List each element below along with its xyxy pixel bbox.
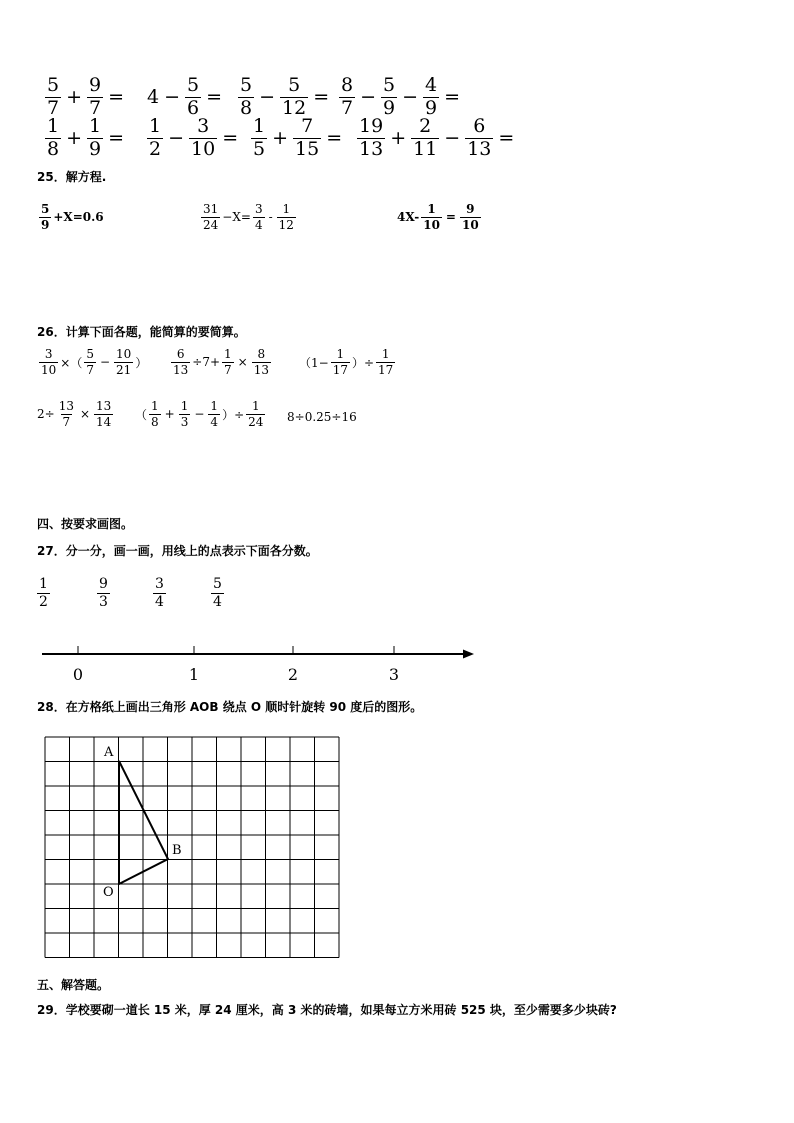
math-operator: × xyxy=(237,355,248,370)
math-operator: = xyxy=(222,127,239,150)
numerator: 1 xyxy=(253,115,266,137)
denominator: 9 xyxy=(425,96,438,119)
denominator: 4 xyxy=(155,593,164,610)
fraction xyxy=(39,348,58,376)
oral-expr xyxy=(146,76,226,119)
fraction xyxy=(189,117,217,160)
math-operator: + xyxy=(272,127,289,150)
denominator: 17 xyxy=(332,362,348,377)
fraction xyxy=(465,117,493,160)
denominator: 14 xyxy=(96,414,112,429)
numerator: 6 xyxy=(473,115,486,137)
math-operator: （1− xyxy=(299,355,329,370)
fraction xyxy=(421,203,442,231)
math-operator: − xyxy=(259,86,276,109)
math-operator: − xyxy=(164,86,181,109)
denominator: 9 xyxy=(41,217,50,232)
numerator: 1 xyxy=(151,399,159,413)
numerator: 9 xyxy=(99,576,108,592)
numerator: 31 xyxy=(203,202,219,216)
numerator: 3 xyxy=(254,202,263,216)
math-operator: = xyxy=(108,127,125,150)
denominator: 21 xyxy=(116,362,132,377)
math-operator: + xyxy=(390,127,407,150)
numerator: 13 xyxy=(58,399,74,413)
numerator: 5 xyxy=(47,74,60,96)
fraction xyxy=(147,117,163,160)
fraction xyxy=(201,203,220,231)
equation xyxy=(396,203,482,231)
number-line xyxy=(38,640,478,684)
fraction xyxy=(381,76,397,119)
denominator: 15 xyxy=(295,137,320,160)
math-operator: ） xyxy=(135,355,148,370)
denominator: 8 xyxy=(47,137,60,160)
denominator: 7 xyxy=(89,96,102,119)
numerator: 9 xyxy=(466,202,475,216)
math-operator: = xyxy=(313,86,330,109)
math-operator: - xyxy=(268,210,273,225)
fraction xyxy=(45,76,61,119)
fraction xyxy=(251,117,267,160)
math-operator: ÷7+ xyxy=(192,355,221,370)
fraction xyxy=(423,76,439,119)
numerator: 3 xyxy=(197,115,210,137)
oral-expr xyxy=(250,117,346,160)
numerator: 1 xyxy=(210,399,219,413)
denominator: 2 xyxy=(39,593,48,610)
numerator: 1 xyxy=(282,202,291,216)
numerator: 1 xyxy=(224,347,232,361)
numerator: 1 xyxy=(39,576,48,592)
fraction xyxy=(293,117,321,160)
fraction xyxy=(252,348,271,376)
fraction xyxy=(211,577,224,609)
math-operator: = xyxy=(206,86,223,109)
calc-expr xyxy=(170,348,272,376)
number-line-label: 3 xyxy=(388,665,400,684)
fraction xyxy=(114,348,133,376)
numerator: 8 xyxy=(257,347,266,361)
denominator: 7 xyxy=(62,414,71,429)
denominator: 12 xyxy=(282,96,307,119)
fraction xyxy=(94,400,113,428)
fraction xyxy=(97,577,110,609)
point-label-a: A xyxy=(104,745,114,760)
fraction xyxy=(331,348,350,376)
numerator: 1 xyxy=(180,399,189,413)
numerator: 1 xyxy=(251,399,260,413)
numerator: 5 xyxy=(187,74,200,96)
numerator: 9 xyxy=(89,74,102,96)
number-line-label: 1 xyxy=(188,665,200,684)
number-line-label: 2 xyxy=(287,665,299,684)
section-5-title: 五、解答题。 xyxy=(37,978,110,992)
fraction xyxy=(185,76,201,119)
fraction-to-plot xyxy=(152,577,167,609)
calc-expr xyxy=(286,410,358,424)
fraction xyxy=(253,203,265,231)
fraction xyxy=(149,400,161,428)
math-operator: = xyxy=(108,86,125,109)
fraction xyxy=(57,400,76,428)
math-operator: − xyxy=(168,127,185,150)
calc-expr xyxy=(134,400,266,428)
fraction xyxy=(208,400,220,428)
fraction xyxy=(87,117,103,160)
section-4-title: 四、按要求画图。 xyxy=(37,517,134,531)
equation xyxy=(200,203,297,231)
math-operator: = xyxy=(326,127,343,150)
denominator: 7 xyxy=(86,362,94,377)
fraction-to-plot xyxy=(36,577,51,609)
calc-expr xyxy=(298,348,396,376)
fraction xyxy=(246,400,265,428)
denominator: 17 xyxy=(378,362,394,377)
oral-expr xyxy=(44,117,128,160)
math-operator: = xyxy=(444,86,461,109)
math-operator: − xyxy=(360,86,377,109)
numerator: 3 xyxy=(155,576,164,592)
grid-paper xyxy=(30,730,360,966)
oral-expr xyxy=(338,76,464,119)
denominator: 9 xyxy=(89,137,102,160)
math-operator: ×（ xyxy=(60,355,83,370)
math-operator: 2÷ xyxy=(37,407,55,422)
numerator: 19 xyxy=(359,115,384,137)
math-operator: − xyxy=(444,127,461,150)
math-operator: − xyxy=(99,355,111,370)
fraction xyxy=(45,117,61,160)
numerator: 1 xyxy=(427,202,436,216)
denominator: 3 xyxy=(99,593,108,610)
point-label-o: O xyxy=(103,885,114,900)
oral-expr xyxy=(356,117,518,160)
fraction xyxy=(238,76,254,119)
fraction xyxy=(37,577,50,609)
fraction xyxy=(357,117,385,160)
numerator: 1 xyxy=(381,347,390,361)
math-operator: + xyxy=(164,407,175,422)
oral-expr xyxy=(44,76,128,119)
numerator: 1 xyxy=(149,115,162,137)
numerator: 1 xyxy=(336,347,345,361)
numerator: 5 xyxy=(41,202,50,216)
math-operator: ）÷ xyxy=(222,407,245,422)
oral-expr xyxy=(146,117,242,160)
denominator: 6 xyxy=(187,96,200,119)
denominator: 8 xyxy=(240,96,253,119)
denominator: 10 xyxy=(461,217,479,232)
denominator: 9 xyxy=(383,96,396,119)
math-operator: 4 xyxy=(147,86,160,109)
denominator: 12 xyxy=(278,217,294,232)
denominator: 4 xyxy=(210,414,219,429)
calc-expr xyxy=(36,400,114,428)
numerator: 2 xyxy=(419,115,432,137)
math-operator: − xyxy=(194,407,205,422)
math-operator: + xyxy=(66,127,83,150)
numerator: 4 xyxy=(425,74,438,96)
fraction xyxy=(460,203,481,231)
denominator: 4 xyxy=(254,217,263,232)
fraction xyxy=(171,348,190,376)
numerator: 5 xyxy=(86,347,94,361)
denominator: 13 xyxy=(467,137,492,160)
denominator: 7 xyxy=(341,96,354,119)
fraction xyxy=(376,348,395,376)
numerator: 5 xyxy=(383,74,396,96)
question-25-title: 25．解方程. xyxy=(37,170,107,184)
denominator: 7 xyxy=(47,96,60,119)
number-line-label: 0 xyxy=(72,665,84,684)
math-operator: = xyxy=(498,127,515,150)
fraction xyxy=(280,76,308,119)
denominator: 24 xyxy=(248,414,264,429)
numerator: 5 xyxy=(240,74,253,96)
numerator: 5 xyxy=(288,74,301,96)
arrow-head-icon xyxy=(463,650,474,659)
denominator: 13 xyxy=(173,362,189,377)
math-operator: −X= xyxy=(222,210,251,225)
fraction xyxy=(222,348,234,376)
fraction xyxy=(411,117,439,160)
denominator: 3 xyxy=(180,414,189,429)
numerator: 1 xyxy=(47,115,60,137)
math-operator: = xyxy=(445,210,456,225)
math-operator: ）÷ xyxy=(351,355,375,370)
denominator: 13 xyxy=(253,362,270,377)
grid-lines xyxy=(45,737,339,958)
numerator: 1 xyxy=(89,115,102,137)
question-27-title: 27．分一分，画一画，用线上的点表示下面各分数。 xyxy=(37,544,318,558)
denominator: 13 xyxy=(359,137,384,160)
denominator: 24 xyxy=(203,217,219,232)
denominator: 8 xyxy=(151,414,159,429)
denominator: 7 xyxy=(224,362,232,377)
fraction xyxy=(179,400,191,428)
equation xyxy=(38,203,105,231)
fraction-to-plot xyxy=(210,577,225,609)
denominator: 2 xyxy=(149,137,162,160)
calc-expr xyxy=(38,348,148,376)
numerator: 10 xyxy=(116,347,132,361)
denominator: 10 xyxy=(41,362,57,377)
numerator: 6 xyxy=(176,347,185,361)
numerator: 13 xyxy=(96,399,112,413)
point-label-b: B xyxy=(172,843,182,858)
denominator: 10 xyxy=(423,217,440,232)
denominator: 4 xyxy=(213,593,222,610)
fraction xyxy=(153,577,166,609)
question-26-title: 26．计算下面各题，能简算的要简算。 xyxy=(37,325,246,339)
question-29-title: 29．学校要砌一道长 15 米，厚 24 厘米，高 3 米的砖墙，如果每立方米用砖 525 块，至少需要多少块砖? xyxy=(37,1003,617,1017)
numerator: 5 xyxy=(213,576,222,592)
fraction xyxy=(39,203,51,231)
fraction xyxy=(84,348,96,376)
math-operator: × xyxy=(79,407,91,422)
numerator: 3 xyxy=(44,347,53,361)
oral-expr xyxy=(237,76,333,119)
denominator: 10 xyxy=(191,137,216,160)
fraction xyxy=(87,76,103,119)
math-operator: （ xyxy=(135,407,148,422)
fraction xyxy=(339,76,355,119)
math-operator: 8÷0.25÷16 xyxy=(287,410,357,424)
denominator: 5 xyxy=(253,137,266,160)
numerator: 8 xyxy=(341,74,354,96)
math-operator: + xyxy=(66,86,83,109)
math-operator: − xyxy=(402,86,419,109)
fraction xyxy=(277,203,296,231)
math-operator: +X=0.6 xyxy=(53,210,104,225)
question-28-title: 28．在方格纸上画出三角形 AOB 绕点 O 顺时针旋转 90 度后的图形。 xyxy=(37,700,423,714)
denominator: 11 xyxy=(413,137,438,160)
math-operator: 4X- xyxy=(397,210,420,225)
numerator: 7 xyxy=(301,115,314,137)
fraction-to-plot xyxy=(96,577,111,609)
